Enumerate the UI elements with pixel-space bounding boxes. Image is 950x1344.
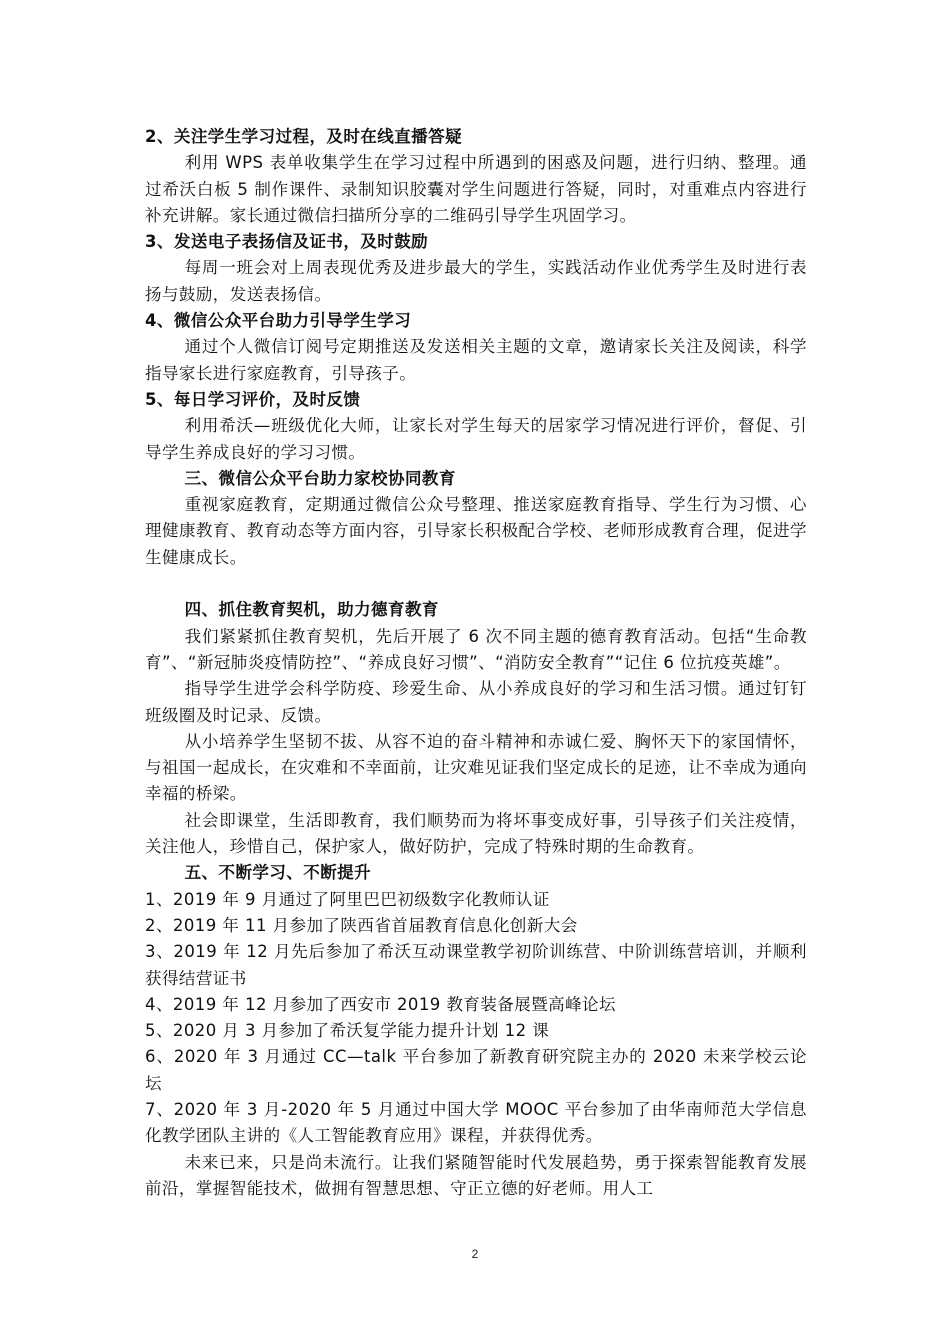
list-item: 1、2019 年 9 月通过了阿里巴巴初级数字化教师认证 [145,889,550,909]
body-paragraph: 利用希沃—班级优化大师，让家长对学生每天的居家学习情况进行评价，督促、引导学生养成良好的学习习惯。 [145,416,807,462]
page-number: 2 [471,1247,479,1261]
subheading: 2、关注学生学习过程，及时在线直播答疑 [145,127,463,146]
body-paragraph: 通过个人微信订阅号定期推送及发送相关主题的文章，邀请家长关注及阅读，科学指导家长进行家庭教育，引导孩子。 [145,337,807,383]
body-paragraph: 从小培养学生坚韧不拔、从容不迫的奋斗精神和赤诚仁爱、胸怀天下的家国情怀，与祖国一起成长，在灾难和不幸面前，让灾难见证我们坚定成长的足迹，让不幸成为通向幸福的桥梁。 [145,731,807,804]
list-item: 7、2020 年 3 月-2020 年 5 月通过中国大学 MOOC 平台参加了由华南师范大学信息化教学团队主讲的《人工智能教育应用》课程，并获得优秀。 [145,1099,807,1146]
document-body [145,124,807,1202]
subheading: 3、发送电子表扬信及证书，及时鼓励 [145,232,429,252]
section-heading: 三、微信公众平台助力家校协同教育 [184,468,456,488]
body-paragraph: 我们紧紧抓住教育契机，先后开展了 6 次不同主题的德育教育活动。包括“生命教育”、“新冠肺炎疫情防控”、“养成良好习惯”、“消防安全教育”“记住 6 位抗疫英雄”。 [145,626,807,672]
body-paragraph: 未来已来，只是尚未流行。让我们紧随智能时代发展趋势，勇于探索智能教育发展前沿，掌握智能技术，做拥有智慧思想、守正立德的好老师。用人工 [145,1152,807,1198]
subheading: 4、微信公众平台助力引导学生学习 [145,311,412,331]
body-paragraph: 利用 WPS 表单收集学生在学习过程中所遇到的困惑及问题，进行归纳、整理。通过希沃白板 5 制作课件、录制知识胶囊对学生问题进行答疑，同时，对重难点内容进行补充讲解。家长通过微信扫描所分享的二维码引导学生巩固学习。 [145,153,807,225]
list-item: 6、2020 年 3 月通过 CC—talk 平台参加了新教育研究院主办的 2020 未来学校云论坛 [145,1047,807,1093]
list-item: 4、2019 年 12 月参加了西安市 2019 教育装备展暨高峰论坛 [145,994,616,1014]
body-paragraph: 每周一班会对上周表现优秀及进步最大的学生，实践活动作业优秀学生及时进行表扬与鼓励，发送表扬信。 [145,258,807,304]
subheading: 5、每日学习评价，及时反馈 [145,389,361,409]
list-item: 5、2020 月 3 月参加了希沃复学能力提升计划 12 课 [145,1021,550,1041]
section-heading: 五、不断学习、不断提升 [184,863,372,883]
list-item: 3、2019 年 12 月先后参加了希沃互动课堂教学初阶训练营、中阶训练营培训，并顺利获得结营证书 [145,942,807,988]
body-paragraph: 重视家庭教育，定期通过微信公众号整理、推送家庭教育指导、学生行为习惯、心理健康教育、教育动态等方面内容，引导家长积极配合学校、老师形成教育合理，促进学生健康成长。 [145,495,807,567]
list-item: 2、2019 年 11 月参加了陕西省首届教育信息化创新大会 [145,915,578,935]
blank-line [145,571,807,597]
body-paragraph: 指导学生进学会科学防疫、珍爱生命、从小养成良好的学习和生活习惯。通过钉钉班级圈及时记录、反馈。 [145,679,807,725]
section-heading: 四、抓住教育契机，助力德育教育 [184,600,439,620]
body-paragraph: 社会即课堂，生活即教育，我们顺势而为将坏事变成好事，引导孩子们关注疫情，关注他人，珍惜自己，保护家人，做好防护，完成了特殊时期的生命教育。 [145,810,807,857]
